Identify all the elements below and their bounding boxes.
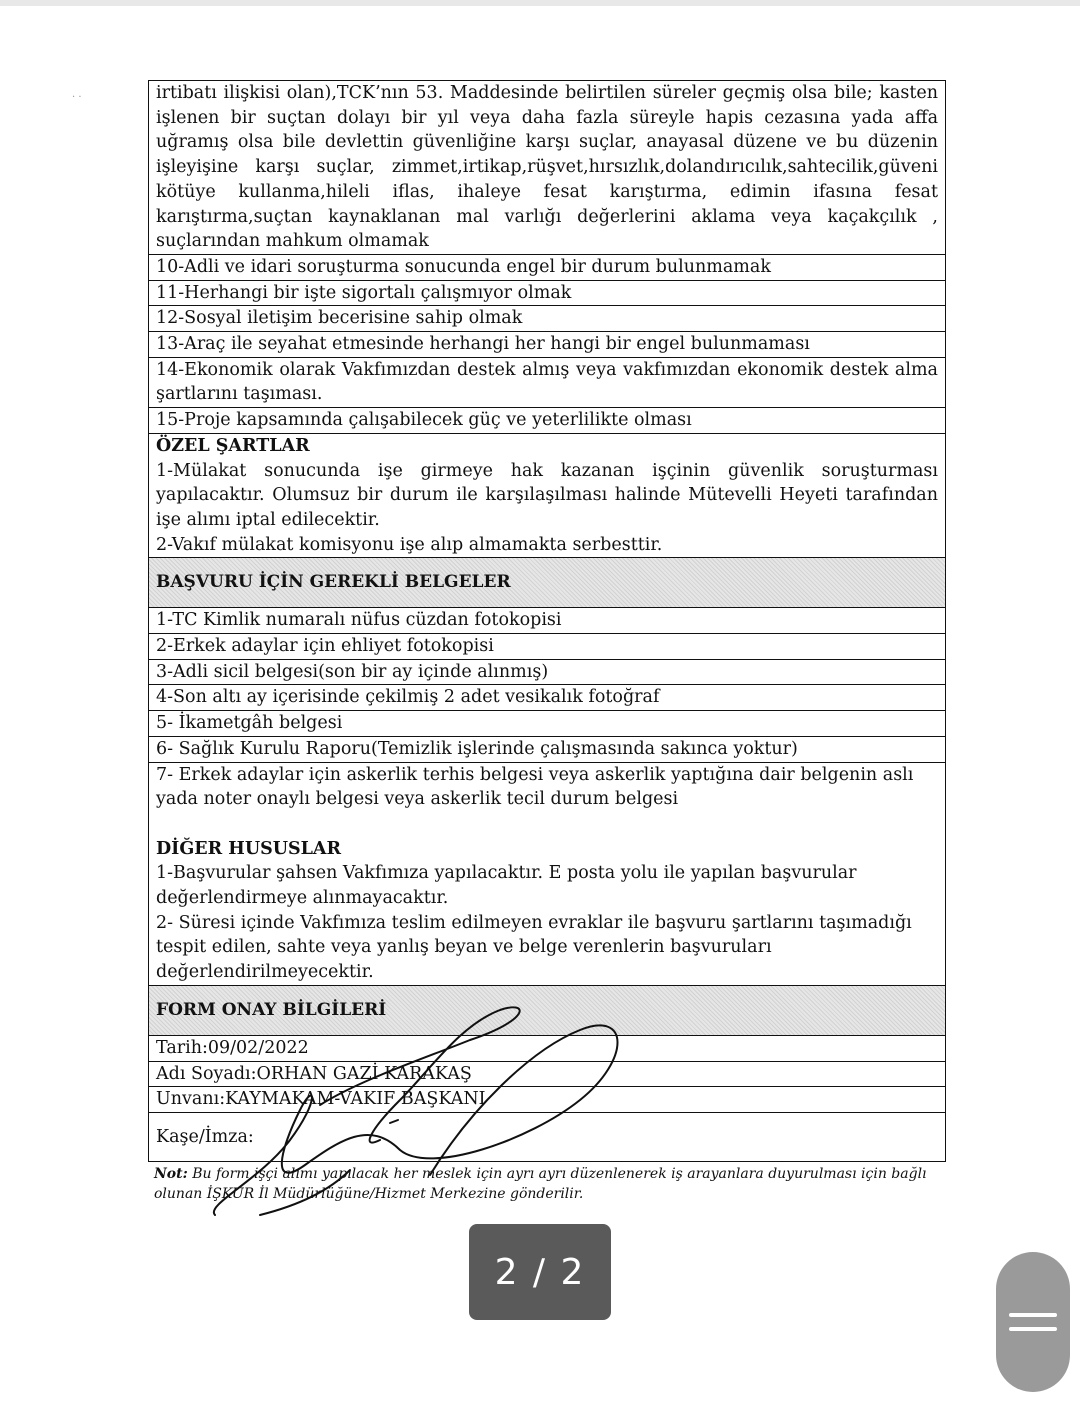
document-row: 1-TC Kimlik numaralı nüfus cüzdan fotokopisi	[149, 608, 945, 634]
other-matters-cell	[149, 763, 945, 986]
condition-row: 10-Adli ve idari soruşturma sonucunda engel bir durum bulunmamak	[149, 255, 945, 281]
special-condition-2: 2-Vakıf mülakat komisyonu işe alıp almamakta serbesttir.	[156, 534, 663, 555]
documents-header: BAŞVURU İÇİN GEREKLİ BELGELER	[149, 558, 945, 608]
condition-row: irtibatı ilişkisi olan),TCK’nın 53. Maddesinde belirtilen süreler geçmiş olsa bile; kasten işlenen bir suçtan dolayı bir yıl veya daha fazla süreyle hapis cezasına yada affa uğramış olsa bile devlettin güvenliğine karşı suçlar, anayasal düzene ve bu düzenin işleyişine karşı suçlar, zimmet,irtikap,rüşvet,hırsızlık,dolandırıcılık,sahtecilik,güveni kötüye kullanma,hileli iflas, ihaleye fesat karıştırma, edimin ifasına fesat karıştırma,suçtan kaynaklanan mal varlığı değerlerini aklama veya kaçakçılık , suçlarından mahkum olmamak	[149, 81, 945, 255]
document-row: 5- İkametgâh belgesi	[149, 711, 945, 737]
form-approval-header: FORM ONAY BİLGİLERİ	[149, 986, 945, 1036]
footnote	[148, 1164, 974, 1204]
scan-speck: · ·	[72, 92, 82, 103]
document-page	[148, 80, 946, 1204]
top-bar	[0, 0, 1080, 6]
document-row: 2-Erkek adaylar için ehliyet fotokopisi	[149, 634, 945, 660]
page-indicator: 2 / 2	[469, 1224, 611, 1320]
condition-row: 11-Herhangi bir işte sigortalı çalışmıyor olmak	[149, 281, 945, 307]
special-condition-1: 1-Mülakat sonucunda işe girmeye hak kazanan işçinin güvenlik soruşturması yapılacaktır. Olumsuz bir durum ile karşılaşılması halinde Mütevelli Heyeti tarafından işe alımı iptal edilecektir.	[156, 460, 938, 530]
name-row: Adı Soyadı:ORHAN GAZİ KARAKAŞ	[149, 1062, 945, 1088]
condition-row: 14-Ekonomik olarak Vakfımızdan destek almış veya vakfımızdan ekonomik destek alma şartlarını taşıması.	[149, 358, 945, 408]
other-matter-2: 2- Süresi içinde Vakfımıza teslim edilmeyen evraklar ile başvuru şartlarını taşımadığı tespit edilen, sahte veya yanlış beyan ve belge verenlerin başvuruları değerlendirilmeyecektir.	[156, 912, 912, 983]
condition-row: 12-Sosyal iletişim becerisine sahip olmak	[149, 306, 945, 332]
title-row: Unvanı:KAYMAKAM-VAKIF BAŞKANI	[149, 1087, 945, 1113]
other-matter-1: 1-Başvurular şahsen Vakfımıza yapılacaktır. E posta yolu ile yapılan başvurular değerlendirmeye alınmayacaktır.	[156, 863, 857, 909]
condition-row: 15-Proje kapsamında çalışabilecek güç ve yeterlilikte olması	[149, 408, 945, 434]
date-row: Tarih:09/02/2022	[149, 1036, 945, 1062]
footnote-text: Bu form işçi alımı yapılacak her meslek için ayrı ayrı düzenlenerek iş arayanlara duyurulması için bağlı olunan İŞKUR İl Müdürlüğüne/Hizmet Merkezine gönderilir.	[154, 1166, 927, 1202]
stamp-signature-row: Kaşe/İmza:	[149, 1113, 945, 1162]
conditions-table	[148, 80, 946, 1162]
special-conditions-cell	[149, 434, 945, 559]
special-conditions-title: ÖZEL ŞARTLAR	[156, 435, 310, 456]
document-7: 7- Erkek adaylar için askerlik terhis belgesi veya askerlik yaptığına dair belgenin aslı yada noter onaylı belgesi veya askerlik tecil durum belgesi	[156, 764, 914, 810]
document-row: 6- Sağlık Kurulu Raporu(Temizlik işlerinde çalışmasında sakınca yoktur)	[149, 737, 945, 763]
document-row: 3-Adli sicil belgesi(son bir ay içinde alınmış)	[149, 660, 945, 686]
footnote-label: Not:	[154, 1166, 188, 1182]
other-matters-title: DİĞER HUSUSLAR	[156, 838, 342, 859]
document-row: 4-Son altı ay içerisinde çekilmiş 2 adet vesikalık fotoğraf	[149, 685, 945, 711]
condition-row: 13-Araç ile seyahat etmesinde herhangi her hangi bir engel bulunmaması	[149, 332, 945, 358]
drag-handle-icon[interactable]	[996, 1252, 1070, 1392]
